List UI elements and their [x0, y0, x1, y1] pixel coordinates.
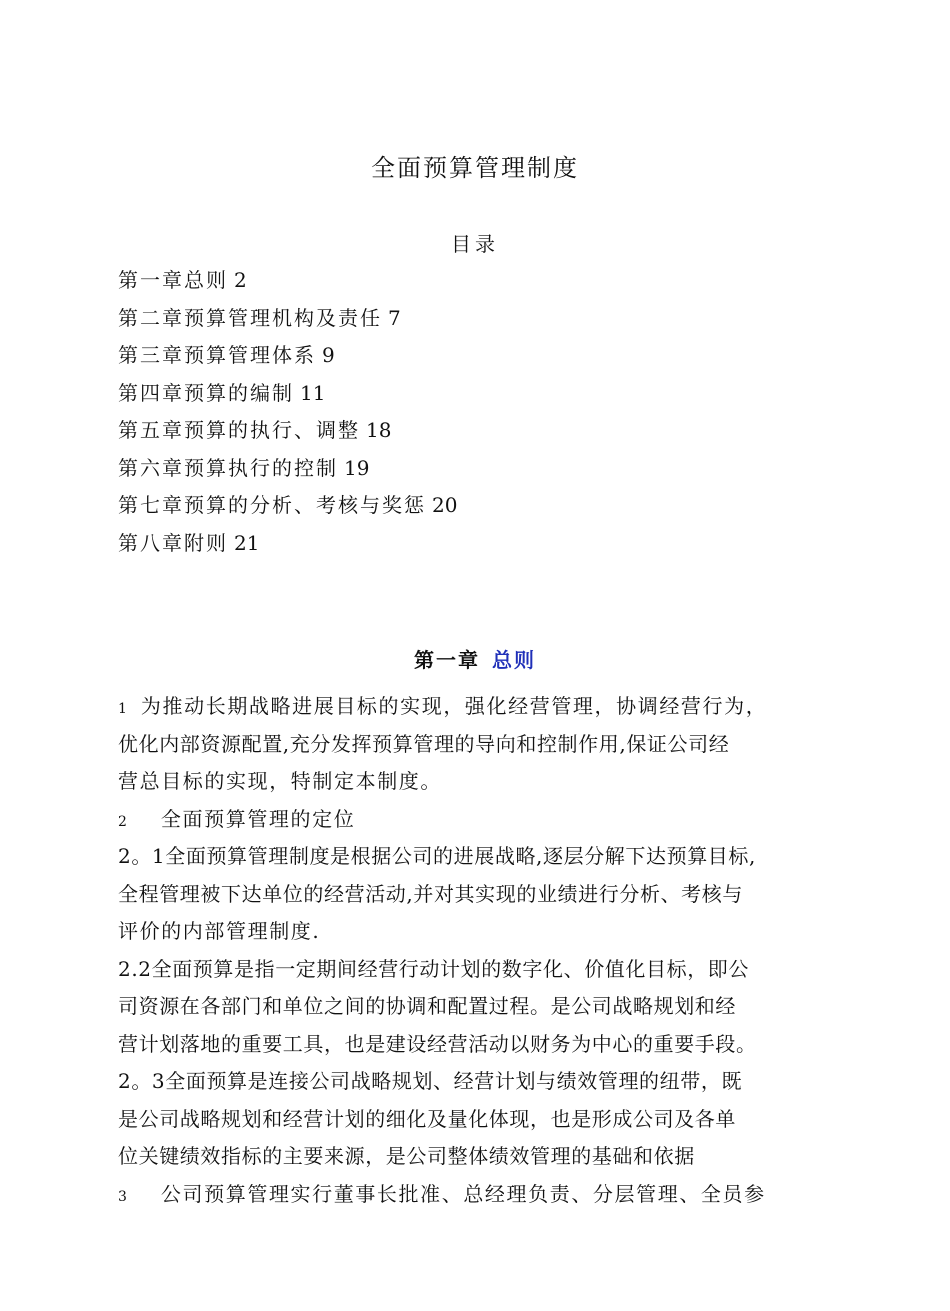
toc-item[interactable]	[118, 487, 457, 525]
toc-item[interactable]	[118, 375, 457, 413]
toc-item-label: 第五章预算的执行、调整	[118, 418, 360, 442]
toc-item-label: 第三章预算管理体系	[118, 343, 316, 367]
paragraph-line: 全程管理被下达单位的经营活动,并对其实现的业绩进行分析、考核与	[118, 881, 743, 906]
paragraph-text: 为推动长期战略进展目标的实现，强化经营管理，协调经营行为，	[140, 694, 768, 718]
toc-item-label: 第七章预算的分析、考核与奖惩	[118, 493, 426, 517]
toc-item-page: 19	[344, 455, 370, 480]
paragraph-number: 2	[118, 813, 127, 830]
paragraph-line: 优化内部资源配置,充分发挥预算管理的导向和控制作用,保证公司经	[118, 731, 730, 756]
toc-item-label: 第一章总则	[118, 268, 228, 292]
toc-item[interactable]	[118, 525, 457, 563]
toc-item-page: 18	[366, 418, 392, 442]
toc-item-page: 7	[388, 305, 401, 330]
paragraph-line: 2。1全面预算管理制度是根据公司的进展战略,逐层分解下达预算目标,	[118, 844, 756, 868]
toc-item[interactable]	[118, 412, 457, 450]
chapter-number: 第一章	[414, 648, 480, 672]
table-of-contents	[118, 262, 457, 562]
toc-item[interactable]	[118, 337, 457, 375]
toc-item[interactable]	[118, 450, 457, 488]
paragraph-line: 营计划落地的重要工具，也是建设经营活动以财务为中心的重要手段。	[118, 1031, 757, 1056]
document-title: 全面预算管理制度	[371, 154, 579, 182]
chapter-name: 总则	[492, 648, 536, 672]
paragraph-line: 2.2全面预算是指一定期间经营行动计划的数字化、价值化目标，即公	[118, 956, 750, 981]
paragraph-line: 2。3全面预算是连接公司战略规划、经营计划与绩效管理的纽带，既	[118, 1069, 743, 1093]
toc-item-label: 第六章预算执行的控制	[118, 455, 338, 480]
paragraph-line: 是公司战略规划和经营计划的细化及量化体现，也是形成公司及各单	[118, 1106, 736, 1131]
toc-item[interactable]	[118, 262, 457, 300]
toc-item-label: 第四章预算的编制	[118, 380, 294, 405]
paragraph-number: 3	[118, 1188, 127, 1205]
toc-item-label: 第二章预算管理机构及责任	[118, 305, 382, 330]
paragraph-number: 1	[118, 701, 127, 717]
paragraph-line: 营总目标的实现，特制定本制度。	[118, 769, 442, 793]
chapter-heading	[0, 644, 950, 673]
toc-item-page: 21	[234, 530, 260, 555]
toc-item-page: 2	[234, 268, 247, 292]
toc-item-label: 第八章附则	[118, 530, 228, 555]
paragraph-text: 公司预算管理实行董事长批准、总经理负责、分层管理、全员参	[160, 1181, 766, 1206]
paragraph-line: 评价的内部管理制度.	[118, 919, 321, 943]
toc-item[interactable]	[118, 300, 457, 338]
paragraph-line: 司资源在各部门和单位之间的协调和配置过程。是公司战略规划和经	[118, 994, 736, 1018]
toc-heading: 目录	[451, 232, 499, 256]
toc-item-page: 20	[432, 493, 458, 517]
paragraph-line	[118, 1176, 838, 1214]
paragraph-line: 位关键绩效指标的主要来源，是公司整体绩效管理的基础和依据	[118, 1144, 695, 1168]
toc-item-page: 11	[300, 380, 326, 405]
paragraph-line	[118, 688, 838, 726]
chapter-body	[118, 688, 838, 1213]
toc-item-page: 9	[322, 343, 335, 367]
paragraph-line	[118, 801, 838, 839]
paragraph-text: 全面预算管理的定位	[160, 806, 356, 831]
